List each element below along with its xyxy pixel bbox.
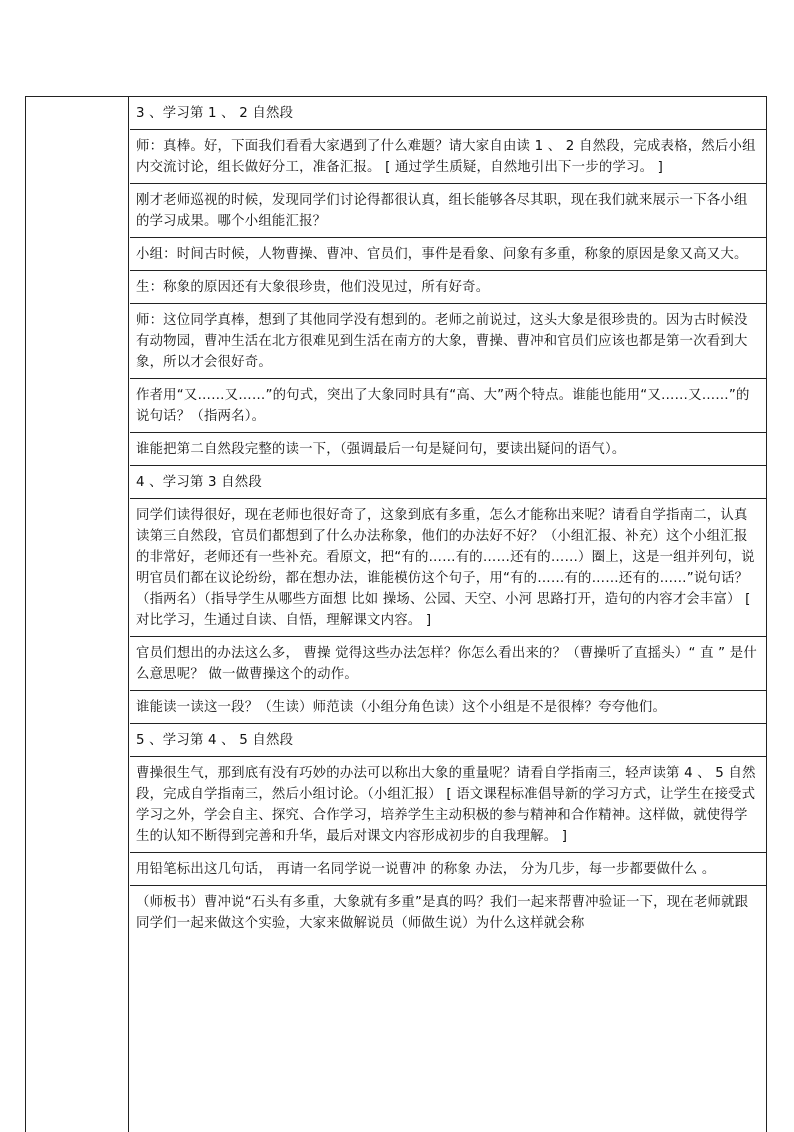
- paragraph: 用铅笔标出这几句话， 再请一名同学说一说曹冲 的称象 办法， 分为几步，每一步都要做什么 。: [130, 853, 766, 886]
- paragraph: 刚才老师巡视的时候，发现同学们讨论得都很认真，组长能够各尽其职，现在我们就来展示一下各小组的学习成果。哪个小组能汇报？: [130, 184, 766, 238]
- section-heading-3: 5 、学习第 4 、 5 自然段: [130, 724, 766, 757]
- paragraph: （师板书）曹冲说“石头有多重，大象就有多重”是真的吗？我们一起来帮曹冲验证一下，现在老师就跟同学们一起来做这个实验，大家来做解说员（师做生说）为什么这样就会称: [136, 895, 749, 931]
- section-heading-2: 4 、学习第 3 自然段: [130, 466, 766, 499]
- paragraph: 作者用“又……又……”的句式，突出了大象同时具有“高、大”两个特点。谁能也能用“又……又……”的说句话？（指两名）。: [130, 379, 766, 433]
- content-column: [130, 97, 766, 1132]
- paragraph: 谁能把第二自然段完整的读一下，（强调最后一句是疑问句，要读出疑问的语气）。: [130, 433, 766, 466]
- paragraph: 谁能读一读这一段？（生读）师范读（小组分角色读）这个小组是不是很棒？夸夸他们。: [130, 691, 766, 724]
- lesson-table: [25, 96, 767, 1132]
- paragraph: 同学们读得很好，现在老师也很好奇了，这象到底有多重，怎么才能称出来呢？请看自学指南二，认真读第三自然段，官员们都想到了什么办法称象，他们的办法好不好？（小组汇报、补充）这个小组汇报的非常好，老师还有一些补充。看原文，把“有的……有的……还有的……）圈上，这是一组并列句，说明官员们都在议论纷纷，都在想办法，谁能模仿这个句子，用“有的……有的……还有的……”说句话？（指两名）（指导学生从哪些方面想 比如 操场、公园、天空、小河 思路打开，造句的内容才会丰富） [ 对比学习，生通过自读、自悟，理解课文内容。 ]: [130, 499, 766, 637]
- paragraph: 曹操很生气，那到底有没有巧妙的办法可以称出大象的重量呢？请看自学指南三，轻声读第 4 、 5 自然段，完成自学指南三，然后小组讨论。（小组汇报） [ 语文课程标准倡导新的学习方式，让学生在接受式学习之外，学会自主、探究、合作学习，培养学生主动积极的参与精神和合作精神。这样做，就使得学生的认知不断得到完善和升华，最后对课文内容形成初步的自我理解。 ]: [130, 757, 766, 853]
- paragraph: 生：称象的原因还有大象很珍贵，他们没见过，所有好奇。: [130, 271, 766, 304]
- section-heading-1: 3 、学习第 1 、 2 自然段: [130, 97, 766, 130]
- paragraph: 师：真棒。好，下面我们看看大家遇到了什么难题？请大家自由读 1 、 2 自然段，完成表格，然后小组内交流讨论，组长做好分工，准备汇报。 [ 通过学生质疑，自然地引出下一步的学习。 ]: [130, 130, 766, 184]
- paragraph: 小组：时间古时候，人物曹操、曹冲、官员们，事件是看象、问象有多重，称象的原因是象又高又大。: [130, 238, 766, 271]
- paragraph: 师：这位同学真棒，想到了其他同学没有想到的。老师之前说过，这头大象是很珍贵的。因为古时候没有动物园，曹冲生活在北方很难见到生活在南方的大象，曹操、曹冲和官员们应该也都是第一次看到大象，所以才会很好奇。: [130, 304, 766, 379]
- paragraph: 官员们想出的办法这么多， 曹操 觉得这些办法怎样？你怎么看出来的？（曹操听了直摇头）“ 直 ” 是什么意思呢？ 做一做曹操这个的动作。: [130, 637, 766, 691]
- left-column-cell: [26, 97, 129, 1132]
